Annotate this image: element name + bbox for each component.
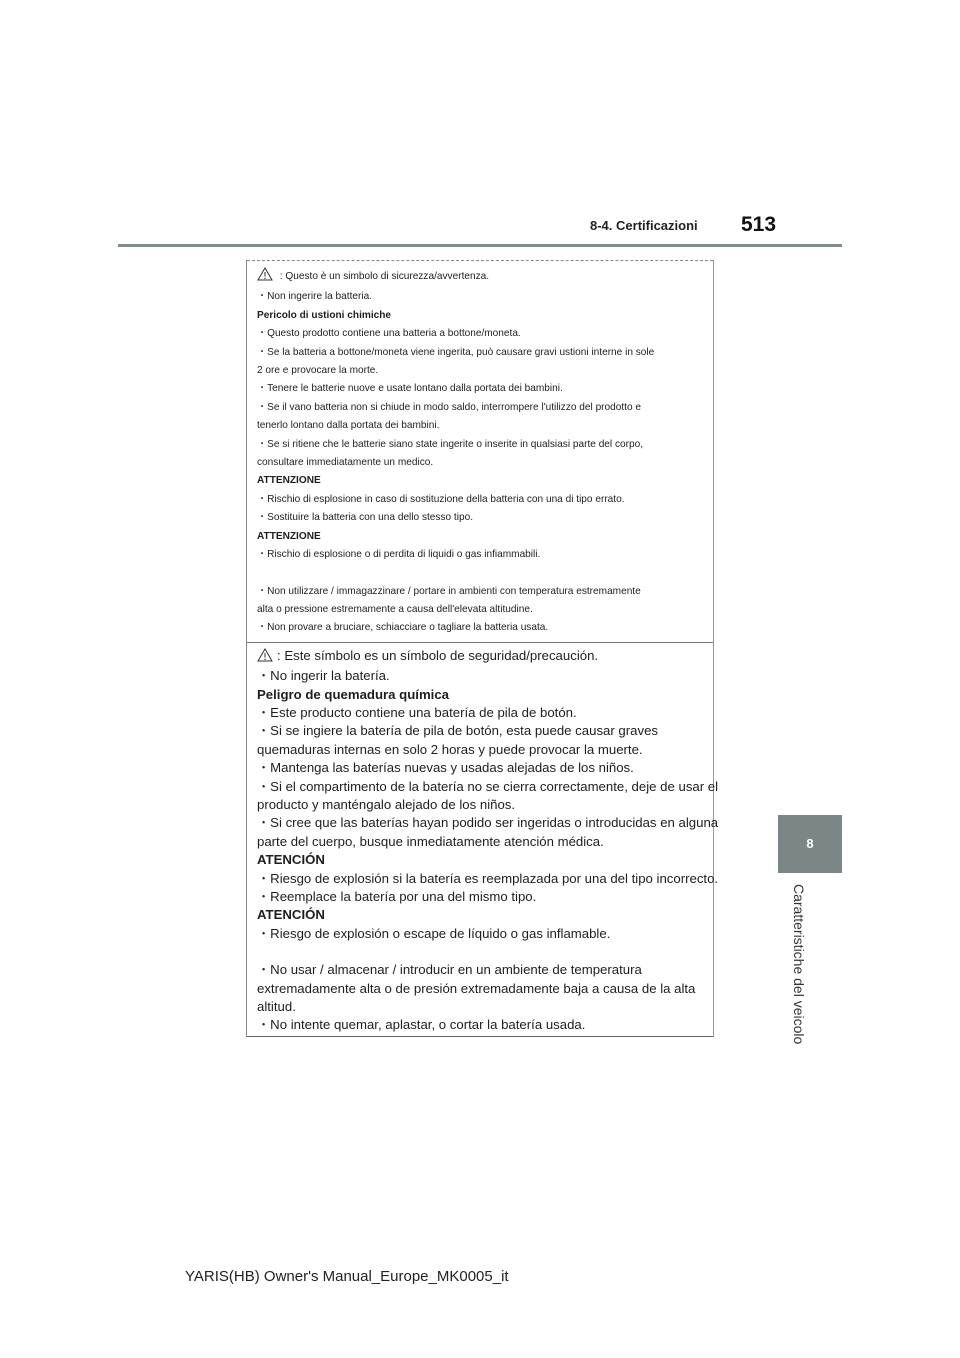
spanish-burn-item-2a: ・Si se ingiere la batería de pila de botón, esta puede causar graves bbox=[257, 723, 659, 739]
spanish-attention-2-item-3: ・No intente quemar, aplastar, o cortar la batería usada. bbox=[257, 1017, 586, 1033]
italian-attention-2-item-1: ・Rischio di esplosione o di perdita di liquidi o gas infiammabili. bbox=[257, 549, 541, 561]
italian-symbol-line bbox=[257, 267, 703, 288]
spanish-burn-item-3: ・Mantenga las baterías nuevas y usadas alejadas de los niños. bbox=[257, 760, 634, 776]
warning-triangle-icon bbox=[257, 267, 273, 288]
spanish-symbol-line bbox=[257, 647, 703, 667]
italian-no-ingest: ・Non ingerire la batteria. bbox=[257, 291, 373, 303]
spanish-burn-item-5b: parte del cuerpo, busque inmediatamente atención médica. bbox=[257, 833, 604, 849]
spanish-attention-1-item-2: ・Reemplace la batería por una del mismo tipo. bbox=[257, 889, 537, 904]
spanish-burn-item-5a: ・Si cree que las baterías hayan podido ser ingeridas o introducidas en alguna bbox=[257, 815, 719, 831]
italian-symbol-text: : Questo è un simbolo di sicurezza/avvertenza. bbox=[277, 271, 490, 282]
spanish-burn-item-4a: ・Si el compartimento de la batería no se cierra correctamente, deje de usar el bbox=[257, 778, 719, 794]
italian-attention-2-item-3: ・Non provare a bruciare, schiacciare o tagliare la batteria usata. bbox=[257, 622, 549, 634]
warning-triangle-icon bbox=[257, 648, 273, 667]
italian-burn-item-3: ・Tenere le batterie nuove e usate lontano dalla portata dei bambini. bbox=[257, 383, 563, 395]
spacer bbox=[257, 565, 703, 583]
italian-warning-block bbox=[247, 260, 713, 642]
chapter-tab: 8 bbox=[778, 815, 842, 873]
spanish-attention-heading-1: ATENCIÓN bbox=[257, 852, 325, 868]
footer-manual-id: YARIS(HB) Owner's Manual_Europe_MK0005_it bbox=[185, 1268, 509, 1285]
certification-box bbox=[246, 260, 719, 1037]
spanish-attention-2-item-2a: ・No usar / almacenar / introducir en un ambiente de temperatura bbox=[257, 962, 642, 978]
spacer bbox=[257, 943, 703, 961]
spanish-attention-2-item-1: ・Riesgo de explosión o escape de líquido o gas inflamable. bbox=[257, 925, 611, 941]
italian-attention-heading-1: ATTENZIONE bbox=[257, 475, 321, 487]
italian-attention-heading-2: ATTENZIONE bbox=[257, 530, 321, 542]
italian-burn-item-5b: consultare immediatamente un medico. bbox=[257, 457, 434, 469]
spanish-burn-heading: Peligro de quemadura química bbox=[257, 686, 449, 702]
page-number: 513 bbox=[741, 213, 777, 236]
italian-burn-item-1: ・Questo prodotto contiene una batteria a bottone/moneta. bbox=[257, 328, 521, 340]
spanish-no-ingest: ・No ingerir la batería. bbox=[257, 668, 390, 684]
italian-burn-item-4b: tenerlo lontano dalla portata dei bambini. bbox=[257, 420, 440, 432]
spanish-burn-item-2b: quemaduras internas en solo 2 horas y puede provocar la muerte. bbox=[257, 741, 643, 757]
spanish-burn-item-4b: producto y manténgalo alejado de los niños. bbox=[257, 796, 516, 812]
italian-burn-item-5a: ・Se si ritiene che le batterie siano state ingerite o inserite in qualsiasi parte del corpo, bbox=[257, 438, 644, 450]
spanish-warning-block bbox=[247, 642, 719, 1037]
header-rule bbox=[118, 244, 842, 247]
spanish-attention-heading-2: ATENCIÓN bbox=[257, 907, 325, 923]
spanish-attention-2-item-2c: altitud. bbox=[257, 999, 296, 1015]
chapter-title: Caratteristiche del veicolo bbox=[791, 884, 807, 1045]
italian-burn-heading: Pericolo di ustioni chimiche bbox=[257, 309, 392, 321]
spanish-attention-1-item-1: ・Riesgo de explosión si la batería es reemplazada por una del tipo incorrecto. bbox=[257, 870, 719, 886]
italian-attention-1-item-2: ・Sostituire la batteria con una dello stesso tipo. bbox=[257, 512, 474, 524]
italian-burn-item-2a: ・Se la batteria a bottone/moneta viene ingerita, può causare gravi ustioni interne in sole bbox=[257, 346, 655, 358]
spanish-attention-2-item-2b: extremadamente alta o de presión extremadamente baja a causa de la alta bbox=[257, 980, 696, 996]
italian-attention-1-item-1: ・Rischio di esplosione in caso di sostituzione della batteria con una di tipo errato. bbox=[257, 493, 625, 505]
section-title: 8-4. Certificazioni bbox=[590, 218, 698, 233]
spanish-symbol-text: : Este símbolo es un símbolo de seguridad/precaución. bbox=[277, 647, 599, 663]
spanish-burn-item-1: ・Este producto contiene una batería de pila de botón. bbox=[257, 704, 577, 720]
italian-attention-2-item-2b: alta o pressione estremamente a causa dell'elevata altitudine. bbox=[257, 603, 533, 615]
italian-attention-2-item-2a: ・Non utilizzare / immagazzinare / portare in ambienti con temperatura estremamente bbox=[257, 585, 641, 597]
italian-burn-item-4a: ・Se il vano batteria non si chiude in modo saldo, interrompere l'utilizzo del prodotto e bbox=[257, 401, 642, 413]
italian-burn-item-2b: 2 ore e provocare la morte. bbox=[257, 365, 379, 377]
